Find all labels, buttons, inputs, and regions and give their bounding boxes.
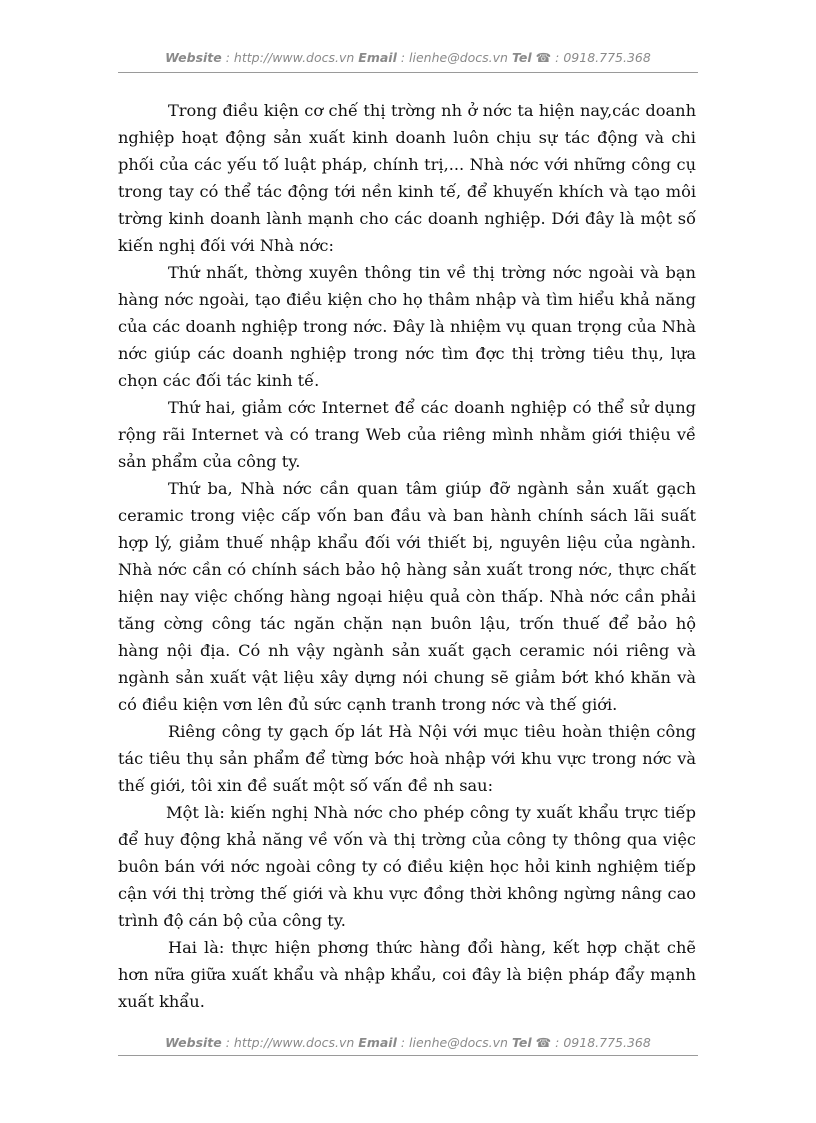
- phone-icon: ☎: [535, 50, 552, 65]
- page-footer: [118, 1035, 698, 1050]
- footer-email-label: Email: [358, 1035, 397, 1050]
- paragraph-7: Hai là: thực hiện phơng thức hàng đổi hàng, kết hợp chặt chẽ hơn nữa giữa xuất khẩu và nhập khẩu, coi đây là biện pháp đẩy mạnh xuất khẩu.: [118, 938, 696, 1011]
- paragraph-1: Trong điều kiện cơ chế thị trờng nh ở nớc ta hiện nay,các doanh nghiệp hoạt động sản xuất kinh doanh luôn chịu sự tác động và chi phối của các yếu tố luật pháp, chính trị,... Nhà nớc với những công cụ trong tay có thể tác động tới nền kinh tế, để khuyến khích và tạo môi trờng kinh doanh lành mạnh cho các doanh nghiệp. Dới đây là một số kiến nghị đối với Nhà nớc:: [118, 101, 696, 255]
- email-label: Email: [358, 50, 397, 65]
- email-link[interactable]: : lienhe@docs.vn: [396, 50, 512, 65]
- footer-divider: [118, 1055, 698, 1056]
- footer-website-link[interactable]: : http://www.docs.vn: [221, 1035, 359, 1050]
- footer-tel-label: Tel: [511, 1035, 532, 1050]
- website-label: Website: [165, 50, 222, 65]
- document-body: [118, 97, 696, 1015]
- footer-website-label: Website: [165, 1035, 222, 1050]
- header-divider: [118, 72, 698, 73]
- paragraph-6: Một là: kiến nghị Nhà nớc cho phép công ty xuất khẩu trực tiếp để huy động khả năng về vốn và thị trờng của công ty thông qua việc buôn bán với nớc ngoài công ty có điều kiện học hỏi kinh nghiệm tiếp cận với thị trờng thế giới và khu vực đồng thời không ngừng nâng cao trình độ cán bộ của công ty.: [118, 803, 696, 930]
- paragraph-2: Thứ nhất, thờng xuyên thông tin về thị trờng nớc ngoài và bạn hàng nớc ngoài, tạo điều kiện cho họ thâm nhập và tìm hiểu khả năng của các doanh nghiệp trong nớc. Đây là nhiệm vụ quan trọng của Nhà nớc giúp các doanh nghiệp trong nớc tìm đợc thị trờng tiêu thụ, lựa chọn các đối tác kinh tế.: [118, 263, 696, 390]
- paragraph-3: Thứ hai, giảm cớc Internet để các doanh nghiệp có thể sử dụng rộng rãi Internet và có trang Web của riêng mình nhằm giới thiệu về sản phẩm của công ty.: [118, 398, 696, 471]
- page-header: [118, 50, 698, 65]
- footer-phone-icon: ☎: [535, 1035, 552, 1050]
- footer-tel-value: : 0918.775.368: [551, 1035, 651, 1050]
- paragraph-5: Riêng công ty gạch ốp lát Hà Nội với mục tiêu hoàn thiện công tác tiêu thụ sản phẩm để từng bớc hoà nhập với khu vực trong nớc và thế giới, tôi xin đề suất một số vấn đề nh sau:: [118, 722, 696, 795]
- website-link[interactable]: : http://www.docs.vn: [221, 50, 359, 65]
- tel-label: Tel: [511, 50, 532, 65]
- tel-value: : 0918.775.368: [551, 50, 651, 65]
- paragraph-4: Thứ ba, Nhà nớc cần quan tâm giúp đỡ ngành sản xuất gạch ceramic trong việc cấp vốn ban đầu và ban hành chính sách lãi suất hợp lý, giảm thuế nhập khẩu đối với thiết bị, nguyên liệu của ngành. Nhà nớc cần có chính sách bảo hộ hàng sản xuất trong nớc, thực chất hiện nay việc chống hàng ngoại hiệu quả còn thấp. Nhà nớc cần phải tăng cờng công tác ngăn chặn nạn buôn lậu, trốn thuế để bảo hộ hàng nội địa. Có nh vậy ngành sản xuất gạch ceramic nói riêng và ngành sản xuất vật liệu xây dựng nói chung sẽ giảm bớt khó khăn và có điều kiện vơn lên đủ sức cạnh tranh trong nớc và thế giới.: [118, 479, 696, 714]
- footer-email-link[interactable]: : lienhe@docs.vn: [396, 1035, 512, 1050]
